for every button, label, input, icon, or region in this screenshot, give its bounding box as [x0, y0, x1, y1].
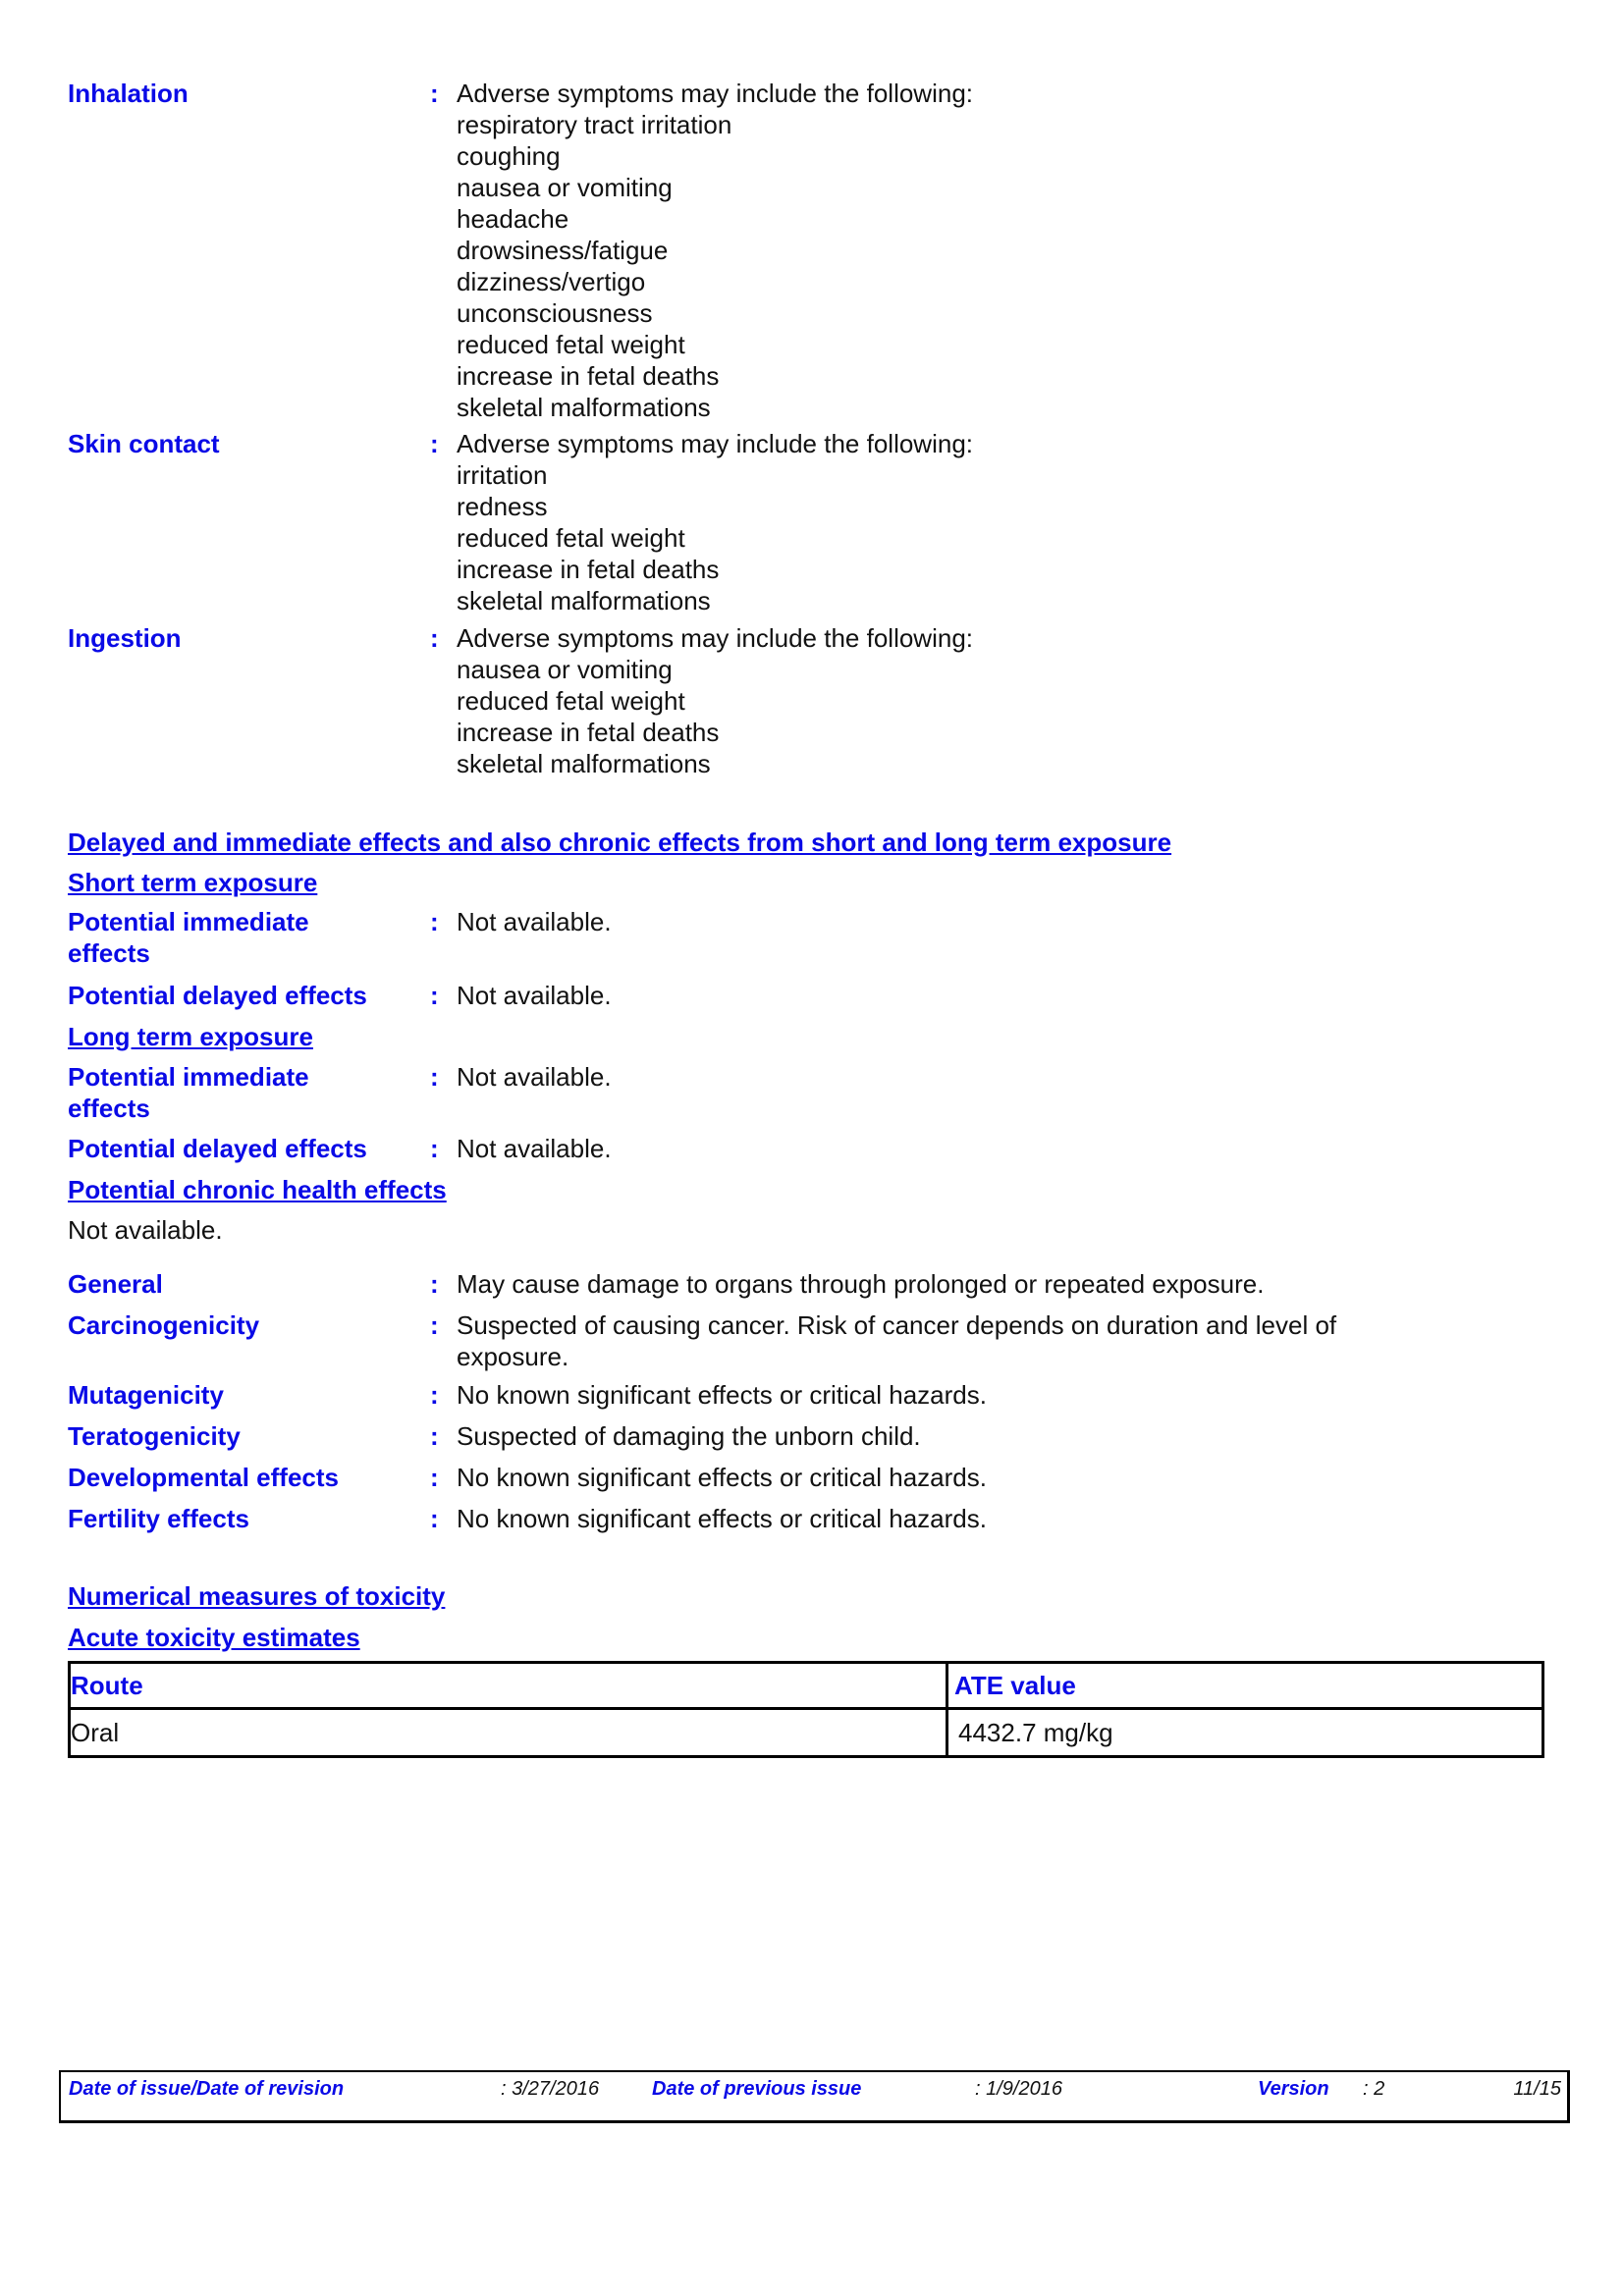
value-line: reduced fetal weight — [457, 523, 685, 553]
inhalation-value — [457, 78, 973, 423]
teratogenicity-label: Teratogenicity — [68, 1421, 241, 1451]
previous-issue-value: : 1/9/2016 — [975, 2078, 1062, 2100]
value-line: Adverse symptoms may include the following: — [457, 623, 974, 653]
value-line: exposure. — [457, 1342, 569, 1371]
colon: : — [430, 429, 439, 458]
value-line: coughing — [457, 141, 561, 171]
previous-issue-label: Date of previous issue — [652, 2078, 862, 2100]
inhalation-label: Inhalation — [68, 79, 189, 108]
value-line: skeletal malformations — [457, 586, 711, 615]
carcinogenicity-label: Carcinogenicity — [68, 1310, 260, 1340]
skin-contact-value — [457, 428, 973, 616]
colon: : — [430, 907, 439, 936]
page-footer — [59, 2070, 1570, 2123]
skin-contact-label: Skin contact — [68, 429, 220, 458]
colon: : — [430, 1421, 439, 1451]
version-value: : 2 — [1363, 2078, 1385, 2100]
value-line: headache — [457, 204, 569, 234]
developmental-effects-value — [457, 1462, 987, 1493]
column-header-route: Route — [70, 1663, 947, 1709]
colon: : — [430, 79, 439, 108]
short-delayed-label: Potential delayed effects — [68, 981, 367, 1010]
value-line: respiratory tract irritation — [457, 110, 732, 139]
general-label: General — [68, 1269, 163, 1299]
issue-date-value: : 3/27/2016 — [501, 2078, 600, 2100]
mutagenicity-value — [457, 1379, 987, 1411]
route-cell: Oral — [70, 1709, 947, 1757]
table-header-row — [70, 1663, 1543, 1709]
carcinogenicity-value — [457, 1309, 1336, 1372]
colon: : — [430, 1310, 439, 1340]
table-row — [70, 1709, 1543, 1757]
short-immediate-label: Potential immediate effects — [68, 907, 309, 968]
long-immediate-label: Potential immediate effects — [68, 1062, 309, 1123]
fertility-effects-value — [457, 1503, 987, 1534]
short-delayed-value: Not available. — [457, 981, 612, 1010]
chronic-effects-value: Not available. — [68, 1215, 223, 1245]
colon: : — [430, 981, 439, 1010]
mutagenicity-label: Mutagenicity — [68, 1380, 224, 1410]
value-line: increase in fetal deaths — [457, 718, 720, 747]
ingestion-label: Ingestion — [68, 623, 182, 653]
value-line: skeletal malformations — [457, 749, 711, 778]
value-line: No known significant effects or critical hazards. — [457, 1504, 987, 1533]
long-delayed-label: Potential delayed effects — [68, 1134, 367, 1163]
value-line: irritation — [457, 460, 548, 490]
long-term-exposure-heading: Long term exposure — [68, 1022, 313, 1051]
colon: : — [430, 1380, 439, 1410]
value-line: No known significant effects or critical hazards. — [457, 1463, 987, 1492]
long-immediate-value: Not available. — [457, 1062, 612, 1092]
value-line: skeletal malformations — [457, 393, 711, 422]
colon: : — [430, 623, 439, 653]
delayed-effects-heading: Delayed and immediate effects and also chronic effects from short and long term exposure — [68, 828, 1172, 857]
chronic-effects-heading: Potential chronic health effects — [68, 1175, 447, 1204]
value-line: Suspected of damaging the unborn child. — [457, 1421, 921, 1451]
fertility-effects-label: Fertility effects — [68, 1504, 249, 1533]
value-line: unconsciousness — [457, 298, 653, 328]
value-line: nausea or vomiting — [457, 173, 673, 202]
value-line: increase in fetal deaths — [457, 555, 720, 584]
value-line: No known significant effects or critical hazards. — [457, 1380, 987, 1410]
short-term-exposure-heading: Short term exposure — [68, 868, 318, 897]
value-line: Adverse symptoms may include the following: — [457, 79, 974, 108]
teratogenicity-value — [457, 1420, 921, 1452]
colon: : — [430, 1269, 439, 1299]
value-line: May cause damage to organs through prolonged or repeated exposure. — [457, 1269, 1265, 1299]
value-line: nausea or vomiting — [457, 655, 673, 684]
general-value — [457, 1268, 1264, 1300]
column-header-ate-value: ATE value — [947, 1663, 1543, 1709]
value-line: reduced fetal weight — [457, 686, 685, 716]
colon: : — [430, 1062, 439, 1092]
acute-toxicity-heading: Acute toxicity estimates — [68, 1623, 360, 1652]
numerical-toxicity-heading: Numerical measures of toxicity — [68, 1581, 446, 1611]
value-line: Suspected of causing cancer. Risk of cancer depends on duration and level of — [457, 1310, 1337, 1340]
value-line: drowsiness/fatigue — [457, 236, 669, 265]
developmental-effects-label: Developmental effects — [68, 1463, 339, 1492]
colon: : — [430, 1463, 439, 1492]
value-line: redness — [457, 492, 548, 521]
value-line: reduced fetal weight — [457, 330, 685, 359]
value-line: increase in fetal deaths — [457, 361, 720, 391]
long-delayed-value: Not available. — [457, 1134, 612, 1163]
colon: : — [430, 1504, 439, 1533]
issue-date-label: Date of issue/Date of revision — [69, 2078, 345, 2100]
version-label: Version — [1258, 2078, 1329, 2100]
short-immediate-value: Not available. — [457, 907, 612, 936]
value-line: dizziness/vertigo — [457, 267, 646, 296]
page-number: 11/15 — [1513, 2078, 1561, 2100]
ate-table — [68, 1661, 1544, 1758]
value-line: Adverse symptoms may include the following: — [457, 429, 974, 458]
ingestion-value — [457, 622, 973, 779]
ate-value-cell: 4432.7 mg/kg — [947, 1709, 1543, 1757]
colon: : — [430, 1134, 439, 1163]
